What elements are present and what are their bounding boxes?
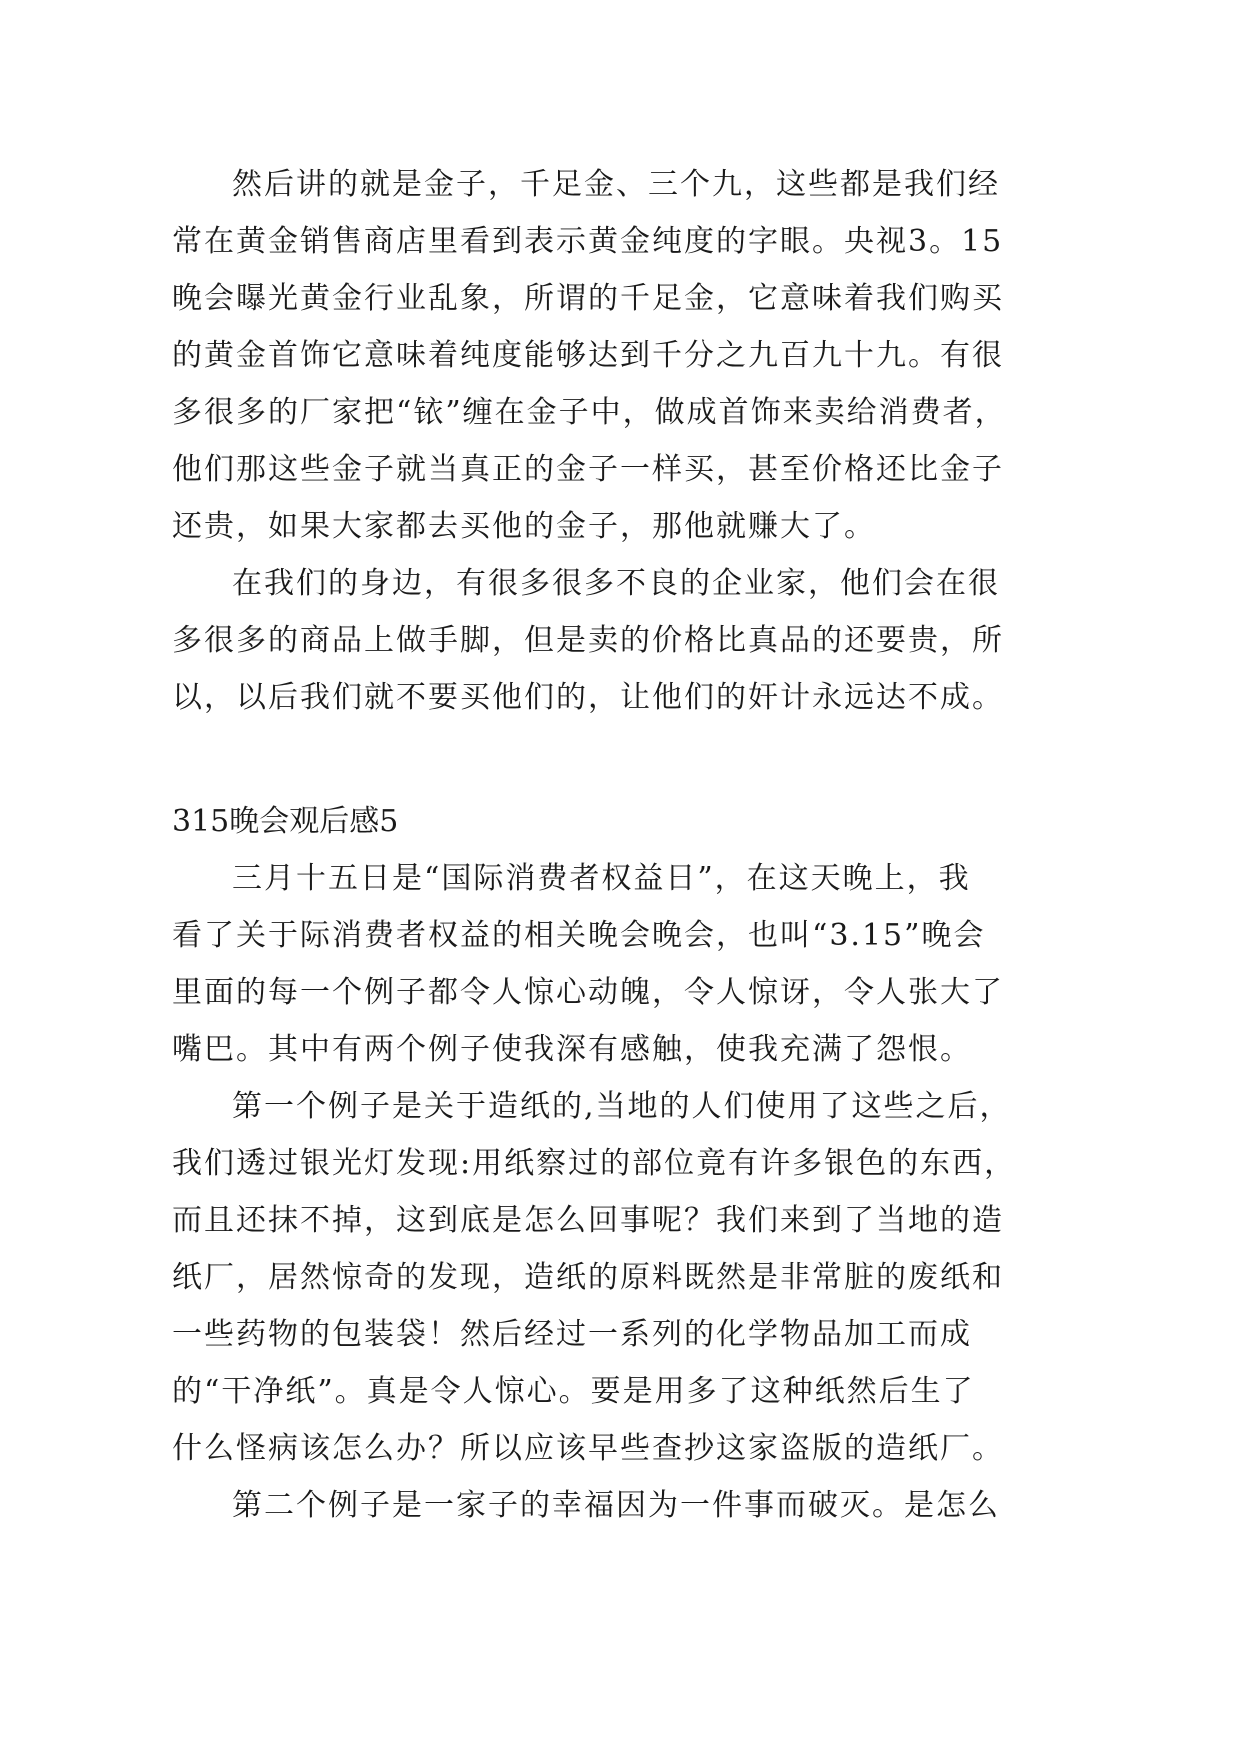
paragraph-line: 以，以后我们就不要买他们的，让他们的奸计永远达不成。	[172, 680, 1004, 715]
paragraph-line: 还贵，如果大家都去买他的金子，那他就赚大了。	[172, 509, 876, 544]
paragraph-line: 里面的每一个例子都令人惊心动魄，令人惊讶，令人张大了	[172, 975, 1004, 1010]
paragraph-line: 晚会曝光黄金行业乱象，所谓的千足金，它意味着我们购买	[172, 281, 1004, 316]
paragraph-line: 然后讲的就是金子，千足金、三个九，这些都是我们经	[232, 167, 1000, 202]
paragraph-line: 第二个例子是一家子的幸福因为一件事而破灭。是怎么	[232, 1488, 1000, 1523]
paragraph-line: 嘴巴。其中有两个例子使我深有感触，使我充满了怨恨。	[172, 1032, 972, 1067]
section-heading: 315晚会观后感5	[172, 804, 399, 839]
paragraph-line: 我们透过银光灯发现:用纸察过的部位竟有许多银色的东西，	[172, 1146, 1017, 1181]
paragraph-line: 第一个例子是关于造纸的,当地的人们使用了这些之后，	[232, 1089, 1012, 1124]
paragraph-line: 的黄金首饰它意味着纯度能够达到千分之九百九十九。有很	[172, 338, 1004, 373]
paragraph-line: 而且还抹不掉，这到底是怎么回事呢？我们来到了当地的造	[172, 1203, 1004, 1238]
paragraph-line: 的“干净纸”。真是令人惊心。要是用多了这种纸然后生了	[172, 1374, 975, 1409]
paragraph-line: 纸厂，居然惊奇的发现，造纸的原料既然是非常脏的废纸和	[172, 1260, 1004, 1295]
paragraph-line: 在我们的身边，有很多很多不良的企业家，他们会在很	[232, 566, 1000, 601]
paragraph-line: 他们那这些金子就当真正的金子一样买，甚至价格还比金子	[172, 452, 1004, 487]
paragraph-line: 看了关于际消费者权益的相关晚会晚会，也叫“3.15”晚会	[172, 918, 986, 953]
paragraph-line: 多很多的厂家把“铱”缠在金子中，做成首饰来卖给消费者，	[172, 395, 1007, 430]
paragraph-line: 一些药物的包装袋！然后经过一系列的化学物品加工而成	[172, 1317, 972, 1352]
paragraph-line: 三月十五日是“国际消费者权益日”，在这天晚上，我	[232, 861, 971, 896]
paragraph-line: 什么怪病该怎么办？所以应该早些查抄这家盗版的造纸厂。	[172, 1431, 1004, 1466]
paragraph-line: 多很多的商品上做手脚，但是卖的价格比真品的还要贵，所	[172, 623, 1004, 658]
paragraph-line: 常在黄金销售商店里看到表示黄金纯度的字眼。央视3。15	[172, 224, 1004, 259]
